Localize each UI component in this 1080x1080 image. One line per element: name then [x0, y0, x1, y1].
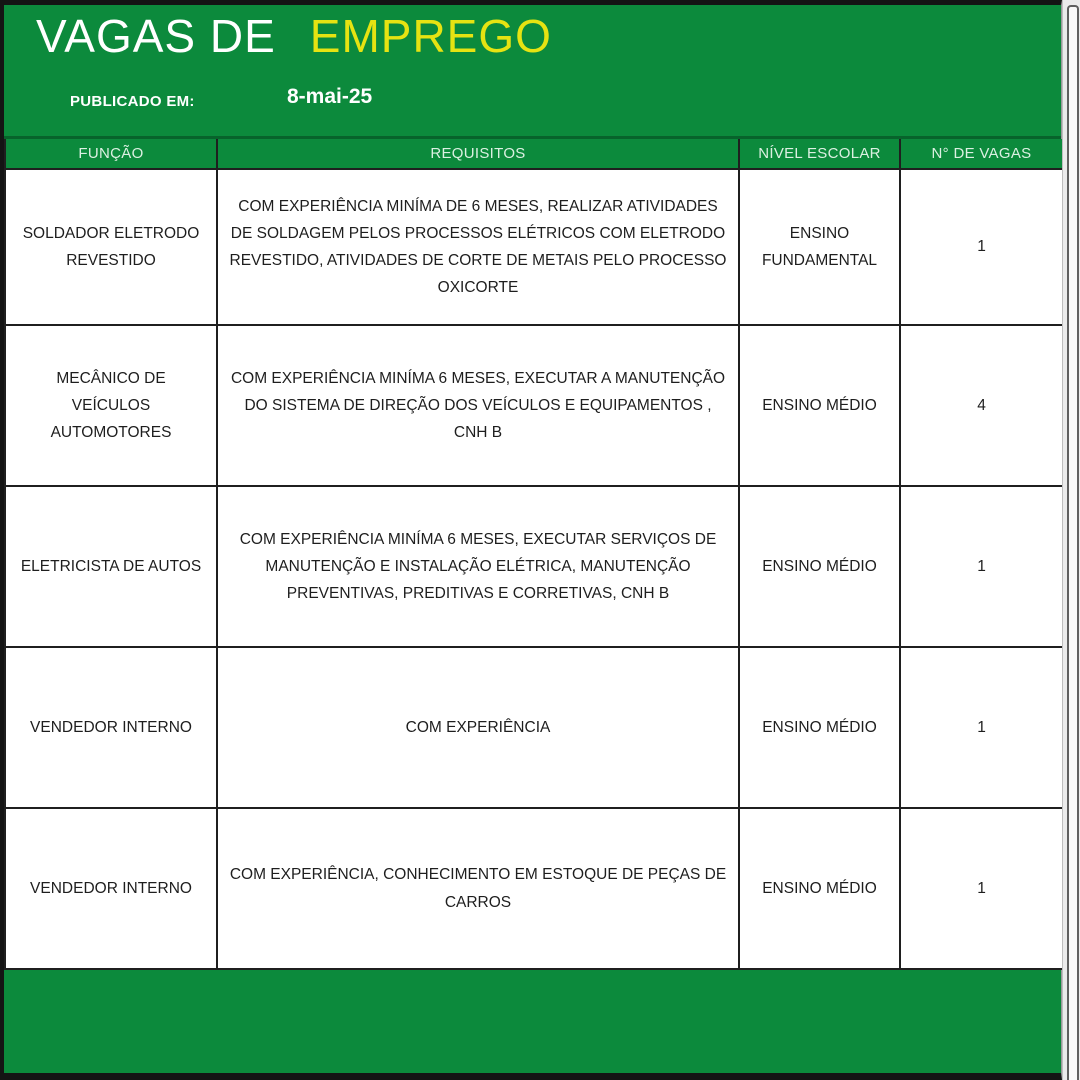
- cell-nivel-escolar: ENSINO FUNDAMENTAL: [739, 169, 900, 325]
- cell-requisitos: COM EXPERIÊNCIA MINÍMA 6 MESES, EXECUTAR SERVIÇOS DE MANUTENÇÃO E INSTALAÇÃO ELÉTRICA, MANUTENÇÃO PREVENTIVAS, PREDITIVAS E CORRETIVAS, CNH B: [217, 486, 739, 647]
- scrollbar-track[interactable]: [1062, 0, 1080, 1080]
- cell-n-de-vagas: 1: [900, 169, 1063, 325]
- table-row: [5, 169, 1063, 325]
- column-header-n-de-vagas: N° DE VAGAS: [900, 139, 1063, 169]
- cell-funcao: VENDEDOR INTERNO: [5, 647, 217, 808]
- page-title: [36, 9, 552, 63]
- cell-funcao: ELETRICISTA DE AUTOS: [5, 486, 217, 647]
- published-label: PUBLICADO EM:: [70, 93, 195, 110]
- cell-n-de-vagas: 1: [900, 647, 1063, 808]
- cell-funcao: MECÂNICO DE VEÍCULOS AUTOMOTORES: [5, 325, 217, 486]
- cell-funcao: VENDEDOR INTERNO: [5, 808, 217, 969]
- title-emprego: EMPREGO: [309, 10, 552, 62]
- title-vagas-de: VAGAS DE: [36, 10, 276, 62]
- cell-nivel-escolar: ENSINO MÉDIO: [739, 808, 900, 969]
- cell-requisitos: COM EXPERIÊNCIA MINÍMA 6 MESES, EXECUTAR A MANUTENÇÃO DO SISTEMA DE DIREÇÃO DOS VEÍCULOS E EQUIPAMENTOS , CNH B: [217, 325, 739, 486]
- cell-n-de-vagas: 4: [900, 325, 1063, 486]
- column-header-funcao: FUNÇÃO: [5, 139, 217, 169]
- cell-requisitos: COM EXPERIÊNCIA MINÍMA DE 6 MESES, REALIZAR ATIVIDADES DE SOLDAGEM PELOS PROCESSOS ELÉTRICOS COM ELETRODO REVESTIDO, ATIVIDADES DE CORTE DE METAIS PELO PROCESSO OXICORTE: [217, 169, 739, 325]
- cell-nivel-escolar: ENSINO MÉDIO: [739, 647, 900, 808]
- column-header-requisitos: REQUISITOS: [217, 139, 739, 169]
- column-header-nivel-escolar: NÍVEL ESCOLAR: [739, 139, 900, 169]
- table-row: [5, 647, 1063, 808]
- table-row: [5, 808, 1063, 969]
- cell-funcao: SOLDADOR ELETRODO REVESTIDO: [5, 169, 217, 325]
- header-banner: [4, 5, 1061, 139]
- table-row: [5, 325, 1063, 486]
- vacancies-table: [4, 139, 1064, 970]
- footer-bar: [4, 970, 1061, 1073]
- published-date: 8-mai-25: [287, 85, 373, 108]
- scrollbar-thumb[interactable]: [1067, 5, 1079, 1080]
- cell-nivel-escolar: ENSINO MÉDIO: [739, 486, 900, 647]
- cell-requisitos: COM EXPERIÊNCIA, CONHECIMENTO EM ESTOQUE DE PEÇAS DE CARROS: [217, 808, 739, 969]
- table-row: [5, 486, 1063, 647]
- cell-n-de-vagas: 1: [900, 486, 1063, 647]
- table-header-row: [5, 139, 1063, 169]
- cell-n-de-vagas: 1: [900, 808, 1063, 969]
- cell-nivel-escolar: ENSINO MÉDIO: [739, 325, 900, 486]
- cell-requisitos: COM EXPERIÊNCIA: [217, 647, 739, 808]
